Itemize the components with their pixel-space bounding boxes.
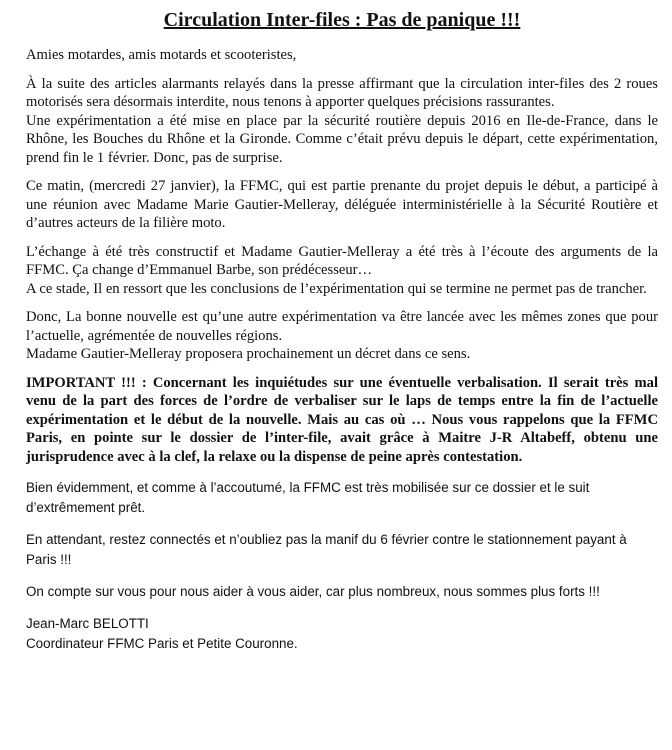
intro-block (26, 75, 658, 168)
signature-name: Jean-Marc BELOTTI (26, 616, 149, 631)
paragraph-conclusion: A ce stade, Il en ressort que les conclusions de l’expérimentation qui se termine ne permet pas de trancher. (26, 280, 647, 297)
signature (26, 614, 658, 654)
exchange-block (26, 243, 658, 299)
signature-role: Coordinateur FFMC Paris et Petite Couronne. (26, 636, 298, 651)
good-news-block (26, 308, 658, 364)
paragraph-good-news: Donc, La bonne nouvelle est qu’une autre expérimentation va être lancée avec les mêmes zones que pour l’actuelle, agrémentée de nouvelles régions. (26, 309, 658, 344)
paragraph-call-to-action: On compte sur vous pour nous aider à vous aider, car plus nombreux, nous sommes plus forts !!! (26, 584, 600, 599)
paragraph-meeting: Ce matin, (mercredi 27 janvier), la FFMC, qui est partie prenante du projet depuis le début, a participé à une réunion avec Madame Marie Gautier-Melleray, déléguée interministérielle à la Sécurité Routière et d’autres acteurs de la filière moto. (26, 178, 658, 231)
greeting: Amies motardes, amis motards et scooteristes, (26, 47, 297, 63)
document-title: Circulation Inter-files : Pas de panique !!! (163, 9, 521, 31)
paragraph-mobilisation: Bien évidemment, et comme à l’accoutumé, la FFMC est très mobilisée sur ce dossier et le suit d’extrêmement prêt. (26, 480, 590, 515)
paragraph-manif: En attendant, restez connectés et n’oubliez pas la manif du 6 février contre le stationnement payant à Paris !!! (26, 532, 627, 567)
important-notice: IMPORTANT !!! : Concernant les inquiétudes sur une éventuelle verbalisation. Il serait très mal venu de la part des forces de l’ordre de verbaliser sur le laps de temps entre la fin de l’actuelle expérimentation et le début de la nouvelle. Mais au cas où … Nous vous rappelons que la FFMC Paris, en pointe sur le dossier de l’inter-file, avait grâce à Maitre J-R Altabeff, obtenu une jurisprudence avec à la clef, la relaxe ou la dispense de peine après contestation. (26, 374, 658, 465)
paragraph-exchange: L’échange à été très constructif et Madame Gautier-Melleray a été très à l’écoute des arguments de la FFMC. Ça change d’Emmanuel Barbe, son prédécesseur… (26, 243, 658, 278)
paragraph-intro: À la suite des articles alarmants relayés dans la presse affirmant que la circulation inter-files des 2 roues motorisés sera désormais interdite, nous tenons à apporter quelques précisions rassurantes. (26, 75, 658, 110)
paragraph-decree: Madame Gautier-Melleray proposera prochainement un décret dans ce sens. (26, 346, 471, 362)
paragraph-experiment: Une expérimentation a été mise en place par la sécurité routière depuis 2016 en Ile-de-France, dans le Rhône, les Bouches du Rhône et la Gironde. Comme c’était prévu depuis le départ, cette expérimentation, prend fin le 1 février. Donc, pas de surprise. (26, 112, 658, 166)
